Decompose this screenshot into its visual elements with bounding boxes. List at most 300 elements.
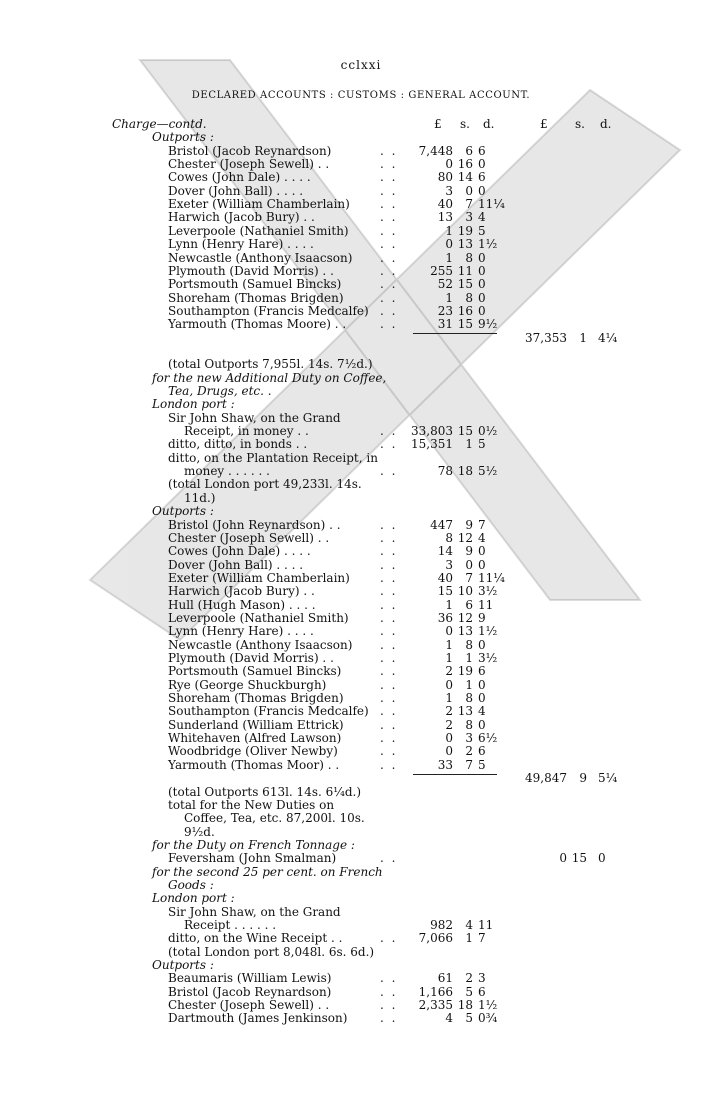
line-text: Chester (Joseph Sewell) . . [168, 530, 330, 545]
line-text: Beaumaris (William Lewis) [168, 971, 332, 986]
leader-dots: . . [380, 570, 398, 585]
leader-dots: . . [380, 717, 398, 732]
item-shillings: 1 [465, 437, 473, 452]
account-line [0, 385, 722, 398]
item-pence: 1½ [478, 624, 498, 639]
account-line [0, 692, 722, 705]
item-pence: 11¼ [478, 197, 505, 212]
line-text: Cowes (John Dale) . . . . [168, 170, 311, 185]
item-pounds: 1 [445, 691, 453, 706]
leader-dots: . . [380, 984, 398, 999]
account-line [0, 986, 722, 999]
item-shillings: 13 [457, 704, 473, 719]
line-text: Leverpoole (Nathaniel Smith) [168, 610, 349, 625]
line-text: Shoreham (Thomas Brigden) [168, 290, 344, 305]
line-text: 11d.) [184, 490, 216, 505]
line-text: Sunderland (William Ettrick) [168, 717, 344, 732]
account-line [0, 332, 722, 345]
item-shillings: 3 [465, 731, 473, 746]
item-pounds: 447 [430, 517, 453, 532]
line-text: total for the New Duties on [168, 797, 335, 812]
item-shillings: 7 [465, 757, 473, 772]
line-text: ditto, on the Wine Receipt . . [168, 931, 343, 946]
item-pence: 6 [478, 170, 486, 185]
account-line [0, 572, 722, 585]
leader-dots: . . [380, 731, 398, 746]
item-pounds: 13 [437, 210, 453, 225]
account-line [0, 879, 722, 892]
total-shillings: 15 [571, 851, 587, 866]
leader-dots: . . [380, 624, 398, 639]
item-pence: 0 [478, 544, 486, 559]
item-pence: 6½ [478, 731, 498, 746]
total-shillings: 1 [579, 330, 587, 345]
leader-dots: . . [380, 597, 398, 612]
item-pence: 4 [478, 210, 486, 225]
item-pounds: 52 [437, 277, 453, 292]
account-line [0, 732, 722, 745]
item-pounds: 4 [445, 1011, 453, 1026]
item-shillings: 9 [465, 517, 473, 532]
item-pence: 5 [478, 437, 486, 452]
leader-dots: . . [380, 263, 398, 278]
line-text: Chester (Joseph Sewell) . . [168, 998, 330, 1013]
account-line [0, 278, 722, 291]
line-text: Plymouth (David Morris) . . [168, 651, 334, 665]
account-line [0, 398, 722, 411]
account-line [0, 639, 722, 652]
leader-dots: . . [380, 250, 398, 265]
line-text: Southampton (Francis Medcalfe) [168, 704, 369, 719]
col-shillings-header-1: s. [460, 117, 470, 131]
leader-dots: . . [380, 610, 398, 625]
line-text: Tea, Drugs, etc. . [168, 384, 272, 398]
account-line [0, 158, 722, 171]
item-pence: 11¼ [478, 570, 505, 585]
item-pence: 0¾ [478, 1011, 498, 1026]
item-pence: 5½ [478, 464, 498, 479]
item-shillings: 1 [465, 651, 473, 665]
leader-dots: . . [380, 303, 398, 318]
account-line [0, 252, 722, 265]
item-pounds: 1 [445, 651, 453, 665]
account-line [0, 452, 722, 465]
item-pence: 0 [478, 290, 486, 305]
item-pence: 9 [478, 610, 486, 625]
account-line [0, 786, 722, 799]
item-pounds: 33,803 [411, 424, 453, 439]
item-shillings: 1 [465, 677, 473, 692]
item-pence: 0 [478, 677, 486, 692]
item-shillings: 15 [457, 424, 473, 439]
leader-dots: . . [380, 183, 398, 198]
item-shillings: 3 [465, 210, 473, 225]
leader-dots: . . [380, 664, 398, 679]
line-text: Receipt . . . . . . [184, 918, 277, 932]
account-line [0, 826, 722, 839]
item-pence: 0 [478, 637, 486, 652]
item-pounds: 0 [445, 157, 453, 172]
account-line [0, 946, 722, 959]
line-text: Chester (Joseph Sewell) . . [168, 157, 330, 172]
item-shillings: 13 [457, 237, 473, 252]
item-shillings: 0 [465, 183, 473, 198]
item-shillings: 12 [457, 530, 473, 545]
leader-dots: . . [380, 210, 398, 225]
account-line [0, 505, 722, 518]
leader-dots: . . [380, 170, 398, 185]
item-shillings: 8 [465, 691, 473, 706]
account-line [0, 211, 722, 224]
account-line [0, 185, 722, 198]
account-line [0, 932, 722, 945]
line-text: Portsmouth (Samuel Bincks) [168, 277, 342, 292]
leader-dots: . . [380, 290, 398, 305]
col-pounds-header-2: £ [540, 117, 548, 131]
line-text: Harwich (Jacob Bury) . . [168, 584, 315, 599]
account-line [0, 519, 722, 532]
col-pence-header-1: d. [483, 117, 495, 131]
item-shillings: 18 [457, 998, 473, 1013]
line-text: (total London port 8,048l. 6s. 6d.) [168, 944, 375, 959]
account-line [0, 412, 722, 425]
item-pence: 3½ [478, 584, 498, 599]
account-line [0, 198, 722, 211]
item-pounds: 1 [445, 290, 453, 305]
item-pounds: 255 [430, 263, 453, 278]
account-line [0, 438, 722, 451]
item-pounds: 40 [437, 197, 453, 212]
line-text: Outports : [152, 130, 214, 145]
item-pence: 7 [478, 931, 486, 946]
leader-dots: . . [380, 530, 398, 545]
account-line [0, 532, 722, 545]
item-shillings: 8 [465, 637, 473, 652]
leader-dots: . . [380, 223, 398, 238]
item-pounds: 61 [437, 971, 453, 986]
item-shillings: 5 [465, 984, 473, 999]
line-text: Outports : [152, 504, 214, 519]
account-line [0, 812, 722, 825]
item-pounds: 36 [437, 610, 453, 625]
item-pounds: 7,066 [418, 931, 453, 946]
item-pence: 7 [478, 517, 486, 532]
line-text: Dover (John Ball) . . . . [168, 183, 304, 198]
item-shillings: 7 [465, 570, 473, 585]
item-pence: 6 [478, 143, 486, 158]
account-line [0, 599, 722, 612]
item-pence: 1½ [478, 998, 498, 1013]
account-line [0, 719, 722, 732]
account-line [0, 118, 722, 131]
account-line [0, 745, 722, 758]
account-line [0, 959, 722, 972]
account-line [0, 679, 722, 692]
leader-dots: . . [380, 317, 398, 332]
item-pence: 0 [478, 277, 486, 292]
item-pounds: 0 [445, 744, 453, 759]
item-pounds: 1 [445, 597, 453, 612]
item-shillings: 0 [465, 557, 473, 572]
item-shillings: 15 [457, 277, 473, 292]
line-text: (total Outports 613l. 14s. 6¼d.) [168, 784, 362, 799]
item-shillings: 5 [465, 1011, 473, 1026]
leader-dots: . . [380, 757, 398, 772]
item-pounds: 0 [445, 731, 453, 746]
line-text: Newcastle (Anthony Isaacson) [168, 250, 353, 265]
line-text: Exeter (William Chamberlain) [168, 570, 350, 585]
item-pence: 6 [478, 664, 486, 679]
line-text: for the Duty on French Tonnage : [152, 837, 355, 852]
line-text: Charge—contd. [112, 117, 207, 131]
account-line [0, 292, 722, 305]
total-shillings: 9 [579, 771, 587, 786]
leader-dots: . . [380, 637, 398, 652]
item-pounds: 1 [445, 250, 453, 265]
account-line [0, 625, 722, 638]
leader-dots: . . [380, 557, 398, 572]
item-pence: 5 [478, 223, 486, 238]
line-text: for the new Additional Duty on Coffee, [152, 370, 387, 385]
account-line [0, 358, 722, 371]
item-pence: 11 [478, 918, 494, 932]
account-line [0, 799, 722, 812]
col-pounds-header-1: £ [434, 117, 442, 131]
account-line [0, 852, 722, 865]
item-pounds: 80 [437, 170, 453, 185]
total-pounds: 49,847 [525, 771, 567, 786]
account-line [0, 999, 722, 1012]
line-text: Southampton (Francis Medcalfe) [168, 303, 369, 318]
line-text: Bristol (Jacob Reynardson) [168, 143, 332, 158]
item-pounds: 8 [445, 530, 453, 545]
line-text: Feversham (John Smalman) [168, 851, 337, 866]
leader-dots: . . [380, 544, 398, 559]
account-line [0, 345, 722, 358]
item-pounds: 0 [445, 237, 453, 252]
line-text: (total London port 49,233l. 14s. [168, 477, 362, 492]
account-line [0, 318, 722, 331]
item-pence: 5 [478, 757, 486, 772]
line-text: Sir John Shaw, on the Grand [168, 904, 341, 919]
account-line [0, 425, 722, 438]
leader-dots: . . [380, 691, 398, 706]
col-shillings-header-2: s. [575, 117, 585, 131]
item-pounds: 2 [445, 717, 453, 732]
leader-dots: . . [380, 851, 398, 866]
item-pence: 4 [478, 530, 486, 545]
item-pounds: 1 [445, 223, 453, 238]
line-text: Goods : [168, 877, 214, 892]
leader-dots: . . [380, 704, 398, 719]
account-line [0, 866, 722, 879]
item-pounds: 15,351 [411, 437, 453, 452]
item-shillings: 6 [465, 597, 473, 612]
item-pence: 0 [478, 717, 486, 732]
line-text: Sir John Shaw, on the Grand [168, 410, 341, 425]
line-text: Rye (George Shuckburgh) [168, 677, 327, 692]
leader-dots: . . [380, 517, 398, 532]
line-text: Shoreham (Thomas Brigden) [168, 691, 344, 706]
line-text: Cowes (John Dale) . . . . [168, 544, 311, 559]
col-pence-header-2: d. [600, 117, 612, 131]
account-line [0, 145, 722, 158]
account-line [0, 559, 722, 572]
leader-dots: . . [380, 998, 398, 1013]
line-text: Leverpoole (Nathaniel Smith) [168, 223, 349, 238]
leader-dots: . . [380, 277, 398, 292]
account-line [0, 906, 722, 919]
account-line [0, 892, 722, 905]
account-line [0, 372, 722, 385]
line-text: Harwich (Jacob Bury) . . [168, 210, 315, 225]
item-pence: 3½ [478, 651, 498, 665]
line-text: ditto, on the Plantation Receipt, in [168, 450, 378, 465]
leader-dots: . . [380, 143, 398, 158]
item-pounds: 982 [430, 918, 453, 932]
item-shillings: 16 [457, 303, 473, 318]
item-pounds: 2,335 [418, 998, 453, 1013]
total-pounds: 0 [559, 851, 567, 866]
leader-dots: . . [380, 437, 398, 452]
account-line [0, 612, 722, 625]
account-line [0, 305, 722, 318]
account-line [0, 772, 722, 785]
account-line [0, 705, 722, 718]
running-head: DECLARED ACCOUNTS : CUSTOMS : GENERAL ACCOUNT. [191, 90, 531, 101]
item-pence: 0 [478, 157, 486, 172]
item-shillings: 13 [457, 624, 473, 639]
item-shillings: 2 [465, 971, 473, 986]
leader-dots: . . [380, 157, 398, 172]
account-line [0, 585, 722, 598]
line-text: Outports : [152, 958, 214, 973]
item-pounds: 78 [437, 464, 453, 479]
line-text: Bristol (John Reynardson) . . [168, 517, 341, 532]
item-shillings: 15 [457, 317, 473, 332]
item-shillings: 8 [465, 290, 473, 305]
total-pounds: 37,353 [525, 330, 567, 345]
item-shillings: 7 [465, 197, 473, 212]
item-shillings: 4 [465, 918, 473, 932]
line-text: Bristol (Jacob Reynardson) [168, 984, 332, 999]
account-line [0, 465, 722, 478]
line-text: money . . . . . . [184, 464, 270, 479]
item-pounds: 0 [445, 624, 453, 639]
item-shillings: 11 [457, 263, 473, 278]
account-line [0, 1012, 722, 1025]
item-shillings: 8 [465, 717, 473, 732]
line-text: Dover (John Ball) . . . . [168, 557, 304, 572]
item-pence: 11 [478, 597, 494, 612]
item-pounds: 15 [437, 584, 453, 599]
item-pence: 6 [478, 984, 486, 999]
item-shillings: 9 [465, 544, 473, 559]
item-shillings: 2 [465, 744, 473, 759]
account-line [0, 665, 722, 678]
account-line [0, 652, 722, 665]
item-pounds: 2 [445, 704, 453, 719]
item-shillings: 12 [457, 610, 473, 625]
line-text: Hull (Hugh Mason) . . . . [168, 597, 316, 612]
item-pounds: 23 [437, 303, 453, 318]
line-text: London port : [152, 397, 235, 412]
leader-dots: . . [380, 744, 398, 759]
line-text: ditto, ditto, in bonds . . [168, 437, 308, 452]
leader-dots: . . [380, 237, 398, 252]
item-shillings: 19 [457, 223, 473, 238]
account-line [0, 492, 722, 505]
item-pence: 0½ [478, 424, 498, 439]
item-pence: 3 [478, 971, 486, 986]
item-shillings: 10 [457, 584, 473, 599]
item-shillings: 8 [465, 250, 473, 265]
total-pence: 5¼ [598, 771, 618, 786]
account-line [0, 225, 722, 238]
line-text: Woodbridge (Oliver Newby) [168, 744, 338, 759]
item-shillings: 14 [457, 170, 473, 185]
item-pence: 1½ [478, 237, 498, 252]
item-pounds: 7,448 [418, 143, 453, 158]
leader-dots: . . [380, 197, 398, 212]
account-line [0, 545, 722, 558]
item-pence: 6 [478, 744, 486, 759]
line-text: London port : [152, 891, 235, 906]
item-shillings: 6 [465, 143, 473, 158]
page-number: cclxxi [340, 58, 382, 72]
line-text: 9½d. [184, 824, 215, 839]
item-pounds: 1,166 [418, 984, 453, 999]
leader-dots: . . [380, 971, 398, 986]
leader-dots: . . [380, 931, 398, 946]
item-pounds: 1 [445, 637, 453, 652]
item-pence: 0 [478, 557, 486, 572]
item-pounds: 14 [437, 544, 453, 559]
item-pounds: 33 [437, 757, 453, 772]
line-text: for the second 25 per cent. on French [152, 864, 383, 879]
leader-dots: . . [380, 424, 398, 439]
item-pounds: 2 [445, 664, 453, 679]
item-pounds: 40 [437, 570, 453, 585]
item-shillings: 19 [457, 664, 473, 679]
line-text: Coffee, Tea, etc. 87,200l. 10s. [184, 811, 365, 826]
leader-dots: . . [380, 677, 398, 692]
leader-dots: . . [380, 464, 398, 479]
item-shillings: 18 [457, 464, 473, 479]
line-text: Lynn (Henry Hare) . . . . [168, 624, 314, 639]
line-text: Portsmouth (Samuel Bincks) [168, 664, 342, 679]
line-text: Whitehaven (Alfred Lawson) [168, 731, 342, 746]
item-pence: 0 [478, 303, 486, 318]
account-line [0, 265, 722, 278]
line-text: Exeter (William Chamberlain) [168, 197, 350, 212]
item-pounds: 31 [437, 317, 453, 332]
leader-dots: . . [380, 584, 398, 599]
item-pence: 4 [478, 704, 486, 719]
item-pounds: 3 [445, 557, 453, 572]
item-shillings: 16 [457, 157, 473, 172]
item-pounds: 0 [445, 677, 453, 692]
line-text: Dartmouth (James Jenkinson) [168, 1011, 348, 1026]
account-line [0, 131, 722, 144]
line-text: Receipt, in money . . [184, 424, 309, 439]
account-line [0, 171, 722, 184]
total-pence: 4¼ [598, 330, 618, 345]
item-pence: 9½ [478, 317, 498, 332]
line-text: Yarmouth (Thomas Moore) . . [168, 317, 347, 332]
item-shillings: 1 [465, 931, 473, 946]
line-text: Lynn (Henry Hare) . . . . [168, 237, 314, 252]
